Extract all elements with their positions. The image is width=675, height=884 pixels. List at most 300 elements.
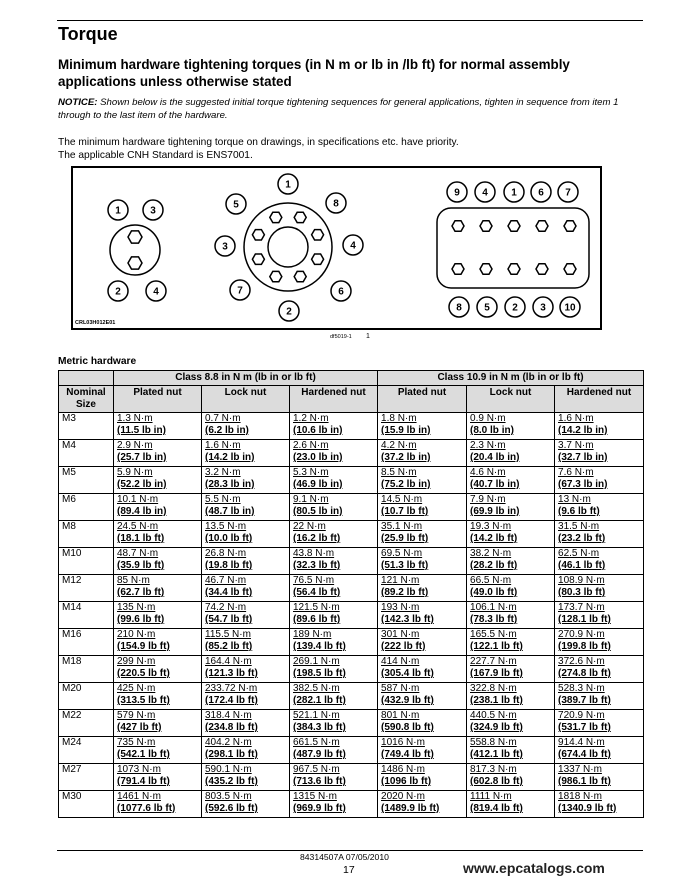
torque-cell	[555, 494, 644, 521]
imperial-value: (791.4 lb ft)	[117, 776, 170, 787]
torque-cell	[467, 494, 555, 521]
torque-cell	[114, 683, 202, 710]
metric-value: 121 N·m	[381, 575, 420, 586]
imperial-value: (14.2 lb in)	[205, 452, 255, 463]
metric-value: 372.6 N·m	[558, 656, 605, 667]
metric-value: 5.9 N·m	[117, 467, 153, 478]
metric-value: 5.3 N·m	[293, 467, 329, 478]
metric-value: 1111 N·m	[470, 791, 512, 802]
bolt-hexagon	[252, 230, 264, 240]
imperial-value: (46.1 lb ft)	[558, 560, 606, 571]
metric-value: 210 N·m	[117, 629, 156, 640]
metric-value: 270.9 N·m	[558, 629, 605, 640]
metric-value: 227.7 N·m	[470, 656, 517, 667]
watermark: www.epcatalogs.com	[463, 860, 605, 876]
imperial-value: (10.7 lb ft)	[381, 506, 429, 517]
torque-cell	[378, 656, 467, 683]
table-row	[59, 521, 644, 548]
torque-cell	[467, 467, 555, 494]
metric-value: 2.3 N·m	[470, 440, 506, 451]
imperial-value: (427 lb ft)	[117, 722, 162, 733]
torque-cell	[114, 413, 202, 440]
torque-cell	[555, 440, 644, 467]
hardened-nut-header: Hardened nut	[290, 386, 378, 413]
imperial-value: (819.4 lb ft)	[470, 803, 523, 814]
sequence-number: 3	[540, 302, 546, 314]
nominal-size-cell: M4	[59, 440, 114, 467]
metric-value: 558.8 N·m	[470, 737, 517, 748]
metric-value: 38.2 N·m	[470, 548, 512, 559]
torque-cell	[555, 575, 644, 602]
table-title: Metric hardware	[58, 356, 137, 367]
figure-ref-code: CRL03H012E01	[75, 320, 116, 326]
metric-value: 9.1 N·m	[293, 494, 329, 505]
imperial-value: (89.2 lb ft)	[381, 587, 429, 598]
nominal-size-header: Nominal Size	[59, 386, 114, 413]
metric-value: 46.7 N·m	[205, 575, 247, 586]
figure-caption: df5019-1	[330, 334, 352, 340]
bolt-hexagon	[312, 254, 324, 264]
torque-cell	[202, 791, 290, 818]
torque-cell	[290, 467, 378, 494]
torque-cell	[378, 710, 467, 737]
torque-cell	[202, 521, 290, 548]
bolt-hexagon	[480, 264, 492, 274]
torque-cell	[290, 764, 378, 791]
metric-value: 135 N·m	[117, 602, 156, 613]
metric-value: 1337 N·m	[558, 764, 602, 775]
torque-cell	[555, 656, 644, 683]
notice-label: NOTICE:	[58, 97, 98, 108]
imperial-value: (298.1 lb ft)	[205, 749, 258, 760]
top-rule	[57, 20, 643, 21]
imperial-value: (674.4 lb ft)	[558, 749, 611, 760]
table-row	[59, 629, 644, 656]
metric-value: 13 N·m	[558, 494, 591, 505]
imperial-value: (56.4 lb ft)	[293, 587, 341, 598]
torque-cell	[555, 548, 644, 575]
imperial-value: (34.4 lb ft)	[205, 587, 253, 598]
imperial-value: (28.2 lb ft)	[470, 560, 518, 571]
imperial-value: (222 lb ft)	[381, 641, 426, 652]
metric-value: 233.72 N·m	[205, 683, 258, 694]
imperial-value: (122.1 lb ft)	[470, 641, 523, 652]
metric-value: 76.5 N·m	[293, 575, 335, 586]
notice-body: Shown below is the suggested initial torque tightening sequences for general applications, tighten in sequence from item 1 through to the last item of the hardware.	[58, 97, 619, 121]
imperial-value: (16.2 lb ft)	[293, 533, 341, 544]
priority-line: The minimum hardware tightening torque on drawings, in specifications etc. have priority.	[58, 137, 459, 148]
imperial-value: (592.6 lb ft)	[205, 803, 258, 814]
imperial-value: (11.5 lb in)	[117, 425, 166, 436]
imperial-value: (384.3 lb ft)	[293, 722, 346, 733]
imperial-value: (198.5 lb ft)	[293, 668, 346, 679]
center-bore	[268, 227, 308, 267]
bolt-hexagon	[508, 264, 520, 274]
imperial-value: (28.3 lb in)	[205, 479, 255, 490]
torque-cell	[467, 521, 555, 548]
torque-cell	[467, 548, 555, 575]
class-8-8-header: Class 8.8 in N m (lb in or lb ft)	[114, 371, 378, 386]
document-reference: 84314507A 07/05/2010	[300, 852, 389, 862]
metric-value: 590.1 N·m	[205, 764, 252, 775]
metric-value: 5.5 N·m	[205, 494, 241, 505]
imperial-value: (1489.9 lb ft)	[381, 803, 440, 814]
metric-value: 967.5 N·m	[293, 764, 340, 775]
torque-cell	[114, 575, 202, 602]
sequence-number: 4	[482, 187, 488, 199]
nominal-size-cell: M3	[59, 413, 114, 440]
notice-text	[58, 96, 648, 122]
imperial-value: (142.3 lb ft)	[381, 614, 434, 625]
metric-value: 0.7 N·m	[205, 413, 241, 424]
torque-cell	[555, 791, 644, 818]
torque-cell	[114, 710, 202, 737]
torque-cell	[555, 683, 644, 710]
imperial-value: (713.6 lb ft)	[293, 776, 346, 787]
torque-cell	[202, 467, 290, 494]
sequence-number: 8	[333, 198, 339, 210]
torque-cell	[290, 656, 378, 683]
torque-cell	[114, 764, 202, 791]
imperial-value: (78.3 lb ft)	[470, 614, 518, 625]
table-row	[59, 764, 644, 791]
imperial-value: (75.2 lb in)	[381, 479, 431, 490]
imperial-value: (969.9 lb ft)	[293, 803, 346, 814]
metric-value: 1461 N·m	[117, 791, 161, 802]
table-body	[59, 413, 644, 818]
nominal-size-cell: M18	[59, 656, 114, 683]
plate-outline	[437, 208, 589, 288]
torque-cell	[290, 494, 378, 521]
metric-value: 7.6 N·m	[558, 467, 594, 478]
sequence-number: 9	[454, 187, 460, 199]
metric-value: 4.2 N·m	[381, 440, 417, 451]
sequence-number: 4	[350, 240, 356, 252]
sequence-number: 2	[286, 306, 292, 318]
metric-value: 1016 N·m	[381, 737, 425, 748]
torque-cell	[114, 656, 202, 683]
imperial-value: (1096 lb ft)	[381, 776, 432, 787]
nominal-size-cell: M22	[59, 710, 114, 737]
metric-value: 1.6 N·m	[558, 413, 594, 424]
torque-cell	[378, 737, 467, 764]
priority-paragraph	[58, 136, 648, 162]
imperial-value: (19.8 lb ft)	[205, 560, 253, 571]
sequence-number: 4	[153, 286, 159, 298]
standard-line: The applicable CNH Standard is ENS7001.	[58, 150, 253, 161]
imperial-value: (23.2 lb ft)	[558, 533, 606, 544]
imperial-value: (542.1 lb ft)	[117, 749, 170, 760]
torque-cell	[290, 575, 378, 602]
torque-cell	[202, 440, 290, 467]
imperial-value: (986.1 lb ft)	[558, 776, 611, 787]
torque-cell	[114, 467, 202, 494]
torque-cell	[290, 737, 378, 764]
torque-cell	[555, 467, 644, 494]
metric-value: 2.6 N·m	[293, 440, 329, 451]
imperial-value: (52.2 lb in)	[117, 479, 167, 490]
bolt-hexagon	[252, 254, 264, 264]
flange-outline	[110, 225, 160, 275]
metric-value: 2020 N·m	[381, 791, 425, 802]
torque-cell	[202, 602, 290, 629]
nominal-size-cell: M5	[59, 467, 114, 494]
imperial-value: (46.9 lb in)	[293, 479, 343, 490]
metric-value: 66.5 N·m	[470, 575, 512, 586]
torque-cell	[290, 629, 378, 656]
metric-value: 661.5 N·m	[293, 737, 340, 748]
torque-cell	[467, 413, 555, 440]
sequence-number: 2	[512, 302, 518, 314]
bolt-hexagon	[564, 264, 576, 274]
imperial-value: (69.9 lb in)	[470, 506, 520, 517]
metric-value: 106.1 N·m	[470, 602, 517, 613]
nominal-size-cell: M30	[59, 791, 114, 818]
metric-value: 803.5 N·m	[205, 791, 252, 802]
table-row	[59, 683, 644, 710]
torque-cell	[378, 467, 467, 494]
torque-cell	[202, 764, 290, 791]
imperial-value: (99.6 lb ft)	[117, 614, 165, 625]
table-row	[59, 440, 644, 467]
metric-value: 1.8 N·m	[381, 413, 417, 424]
metric-value: 318.4 N·m	[205, 710, 252, 721]
sequence-number: 1	[285, 179, 291, 191]
torque-cell	[202, 656, 290, 683]
bolt-hexagon	[294, 212, 306, 222]
torque-cell	[202, 683, 290, 710]
table-row	[59, 467, 644, 494]
hardened-nut-header: Hardened nut	[555, 386, 644, 413]
bolt-hexagon	[312, 230, 324, 240]
metric-value: 14.5 N·m	[381, 494, 423, 505]
metric-value: 1818 N·m	[558, 791, 602, 802]
torque-cell	[555, 737, 644, 764]
imperial-value: (8.0 lb in)	[470, 425, 514, 436]
metric-value: 85 N·m	[117, 575, 150, 586]
torque-cell	[378, 629, 467, 656]
imperial-value: (9.6 lb ft)	[558, 506, 600, 517]
torque-cell	[114, 440, 202, 467]
nominal-size-cell: M10	[59, 548, 114, 575]
imperial-value: (14.2 lb ft)	[470, 533, 518, 544]
torque-cell	[290, 521, 378, 548]
bolt-hexagon	[536, 221, 548, 231]
torque-cell	[555, 629, 644, 656]
bolt-hexagon	[452, 264, 464, 274]
bolt-hexagon	[452, 221, 464, 231]
imperial-value: (220.5 lb ft)	[117, 668, 170, 679]
bolt-hexagon	[536, 264, 548, 274]
sequence-number: 1	[115, 205, 121, 217]
metric-value: 801 N·m	[381, 710, 420, 721]
bolt-hexagon	[508, 221, 520, 231]
torque-cell	[378, 602, 467, 629]
metric-value: 720.9 N·m	[558, 710, 605, 721]
torque-cell	[555, 602, 644, 629]
table-row	[59, 494, 644, 521]
nominal-size-cell: M8	[59, 521, 114, 548]
torque-cell	[290, 440, 378, 467]
metric-value: 48.7 N·m	[117, 548, 159, 559]
imperial-value: (49.0 lb ft)	[470, 587, 518, 598]
metric-value: 1.6 N·m	[205, 440, 241, 451]
sequence-number: 3	[150, 205, 156, 217]
torque-cell	[114, 548, 202, 575]
imperial-value: (32.7 lb in)	[558, 452, 608, 463]
bolt-hexagon	[128, 257, 142, 269]
imperial-value: (10.0 lb ft)	[205, 533, 253, 544]
imperial-value: (67.3 lb in)	[558, 479, 608, 490]
torque-cell	[467, 710, 555, 737]
metric-value: 425 N·m	[117, 683, 156, 694]
bolt-hexagon	[564, 221, 576, 231]
imperial-value: (15.9 lb in)	[381, 425, 431, 436]
imperial-value: (432.9 lb ft)	[381, 695, 434, 706]
metric-value: 817.3 N·m	[470, 764, 517, 775]
imperial-value: (23.0 lb in)	[293, 452, 343, 463]
metric-value: 0.9 N·m	[470, 413, 506, 424]
torque-cell	[202, 737, 290, 764]
torque-cell	[555, 521, 644, 548]
table-row	[59, 710, 644, 737]
imperial-value: (389.7 lb ft)	[558, 695, 611, 706]
metric-value: 7.9 N·m	[470, 494, 506, 505]
metric-value: 19.3 N·m	[470, 521, 512, 532]
torque-cell	[378, 521, 467, 548]
imperial-value: (89.6 lb ft)	[293, 614, 341, 625]
imperial-value: (10.6 lb in)	[293, 425, 343, 436]
metric-value: 269.1 N·m	[293, 656, 340, 667]
bolt-hexagon	[128, 231, 142, 243]
imperial-value: (590.8 lb ft)	[381, 722, 434, 733]
imperial-value: (32.3 lb ft)	[293, 560, 341, 571]
imperial-value: (274.8 lb ft)	[558, 668, 611, 679]
metric-value: 301 N·m	[381, 629, 420, 640]
sequence-number: 2	[115, 286, 121, 298]
metric-value: 10.1 N·m	[117, 494, 159, 505]
sequence-diagram	[73, 168, 604, 332]
imperial-value: (167.9 lb ft)	[470, 668, 523, 679]
torque-cell	[290, 710, 378, 737]
nominal-size-cell: M20	[59, 683, 114, 710]
bolt-hexagon	[294, 271, 306, 281]
metric-value: 189 N·m	[293, 629, 332, 640]
imperial-value: (37.2 lb in)	[381, 452, 431, 463]
header-blank	[59, 371, 114, 386]
imperial-value: (14.2 lb in)	[558, 425, 608, 436]
torque-cell	[467, 440, 555, 467]
tightening-sequence-figure	[71, 166, 602, 330]
imperial-value: (25.7 lb in)	[117, 452, 167, 463]
metric-value: 3.2 N·m	[205, 467, 241, 478]
imperial-value: (238.1 lb ft)	[470, 695, 523, 706]
metric-value: 382.5 N·m	[293, 683, 340, 694]
metric-value: 404.2 N·m	[205, 737, 252, 748]
torque-cell	[202, 629, 290, 656]
metric-value: 43.8 N·m	[293, 548, 335, 559]
metric-value: 173.7 N·m	[558, 602, 605, 613]
torque-cell	[555, 764, 644, 791]
metric-torque-table	[58, 370, 644, 818]
imperial-value: (305.4 lb ft)	[381, 668, 434, 679]
imperial-value: (80.5 lb in)	[293, 506, 343, 517]
bolt-hexagon	[270, 212, 282, 222]
section-subtitle: Minimum hardware tightening torques (in N m or lb in /lb ft) for normal assembly applications unless otherwise stated	[58, 57, 570, 89]
metric-value: 165.5 N·m	[470, 629, 517, 640]
imperial-value: (487.9 lb ft)	[293, 749, 346, 760]
metric-value: 8.5 N·m	[381, 467, 417, 478]
imperial-value: (48.7 lb in)	[205, 506, 255, 517]
imperial-value: (20.4 lb in)	[470, 452, 520, 463]
sequence-number: 7	[237, 285, 243, 297]
sequence-number: 5	[233, 199, 239, 211]
imperial-value: (412.1 lb ft)	[470, 749, 523, 760]
bolt-hexagon	[270, 271, 282, 281]
imperial-value: (89.4 lb in)	[117, 506, 167, 517]
metric-value: 24.5 N·m	[117, 521, 159, 532]
metric-value: 121.5 N·m	[293, 602, 340, 613]
metric-value: 4.6 N·m	[470, 467, 506, 478]
imperial-value: (18.1 lb ft)	[117, 533, 165, 544]
imperial-value: (172.4 lb ft)	[205, 695, 258, 706]
metric-value: 74.2 N·m	[205, 602, 247, 613]
torque-cell	[202, 548, 290, 575]
torque-cell	[467, 683, 555, 710]
torque-cell	[378, 575, 467, 602]
torque-cell	[290, 548, 378, 575]
imperial-value: (154.9 lb ft)	[117, 641, 170, 652]
page-number: 17	[343, 864, 355, 876]
torque-cell	[114, 737, 202, 764]
sequence-number: 5	[484, 302, 490, 314]
imperial-value: (54.7 lb ft)	[205, 614, 253, 625]
torque-cell	[202, 575, 290, 602]
metric-value: 521.1 N·m	[293, 710, 340, 721]
torque-cell	[555, 710, 644, 737]
metric-value: 322.8 N·m	[470, 683, 517, 694]
metric-value: 26.8 N·m	[205, 548, 247, 559]
torque-cell	[378, 683, 467, 710]
table-row	[59, 656, 644, 683]
imperial-value: (602.8 lb ft)	[470, 776, 523, 787]
class-10-9-header: Class 10.9 in N m (lb in or lb ft)	[378, 371, 644, 386]
metric-value: 164.4 N·m	[205, 656, 252, 667]
imperial-value: (62.7 lb ft)	[117, 587, 165, 598]
torque-cell	[378, 791, 467, 818]
metric-value: 1.3 N·m	[117, 413, 153, 424]
lock-nut-header: Lock nut	[467, 386, 555, 413]
torque-cell	[114, 629, 202, 656]
table-row	[59, 548, 644, 575]
metric-value: 1486 N·m	[381, 764, 425, 775]
nominal-size-cell: M27	[59, 764, 114, 791]
sequence-number: 1	[511, 187, 517, 199]
torque-cell	[467, 629, 555, 656]
metric-value: 62.5 N·m	[558, 548, 600, 559]
nominal-size-cell: M24	[59, 737, 114, 764]
torque-cell	[114, 602, 202, 629]
bottom-rule	[57, 850, 643, 851]
torque-cell	[114, 521, 202, 548]
flange-outline	[244, 203, 332, 291]
torque-cell	[378, 764, 467, 791]
torque-cell	[202, 413, 290, 440]
imperial-value: (282.1 lb ft)	[293, 695, 346, 706]
imperial-value: (1340.9 lb ft)	[558, 803, 617, 814]
plated-nut-header: Plated nut	[114, 386, 202, 413]
torque-cell	[114, 791, 202, 818]
